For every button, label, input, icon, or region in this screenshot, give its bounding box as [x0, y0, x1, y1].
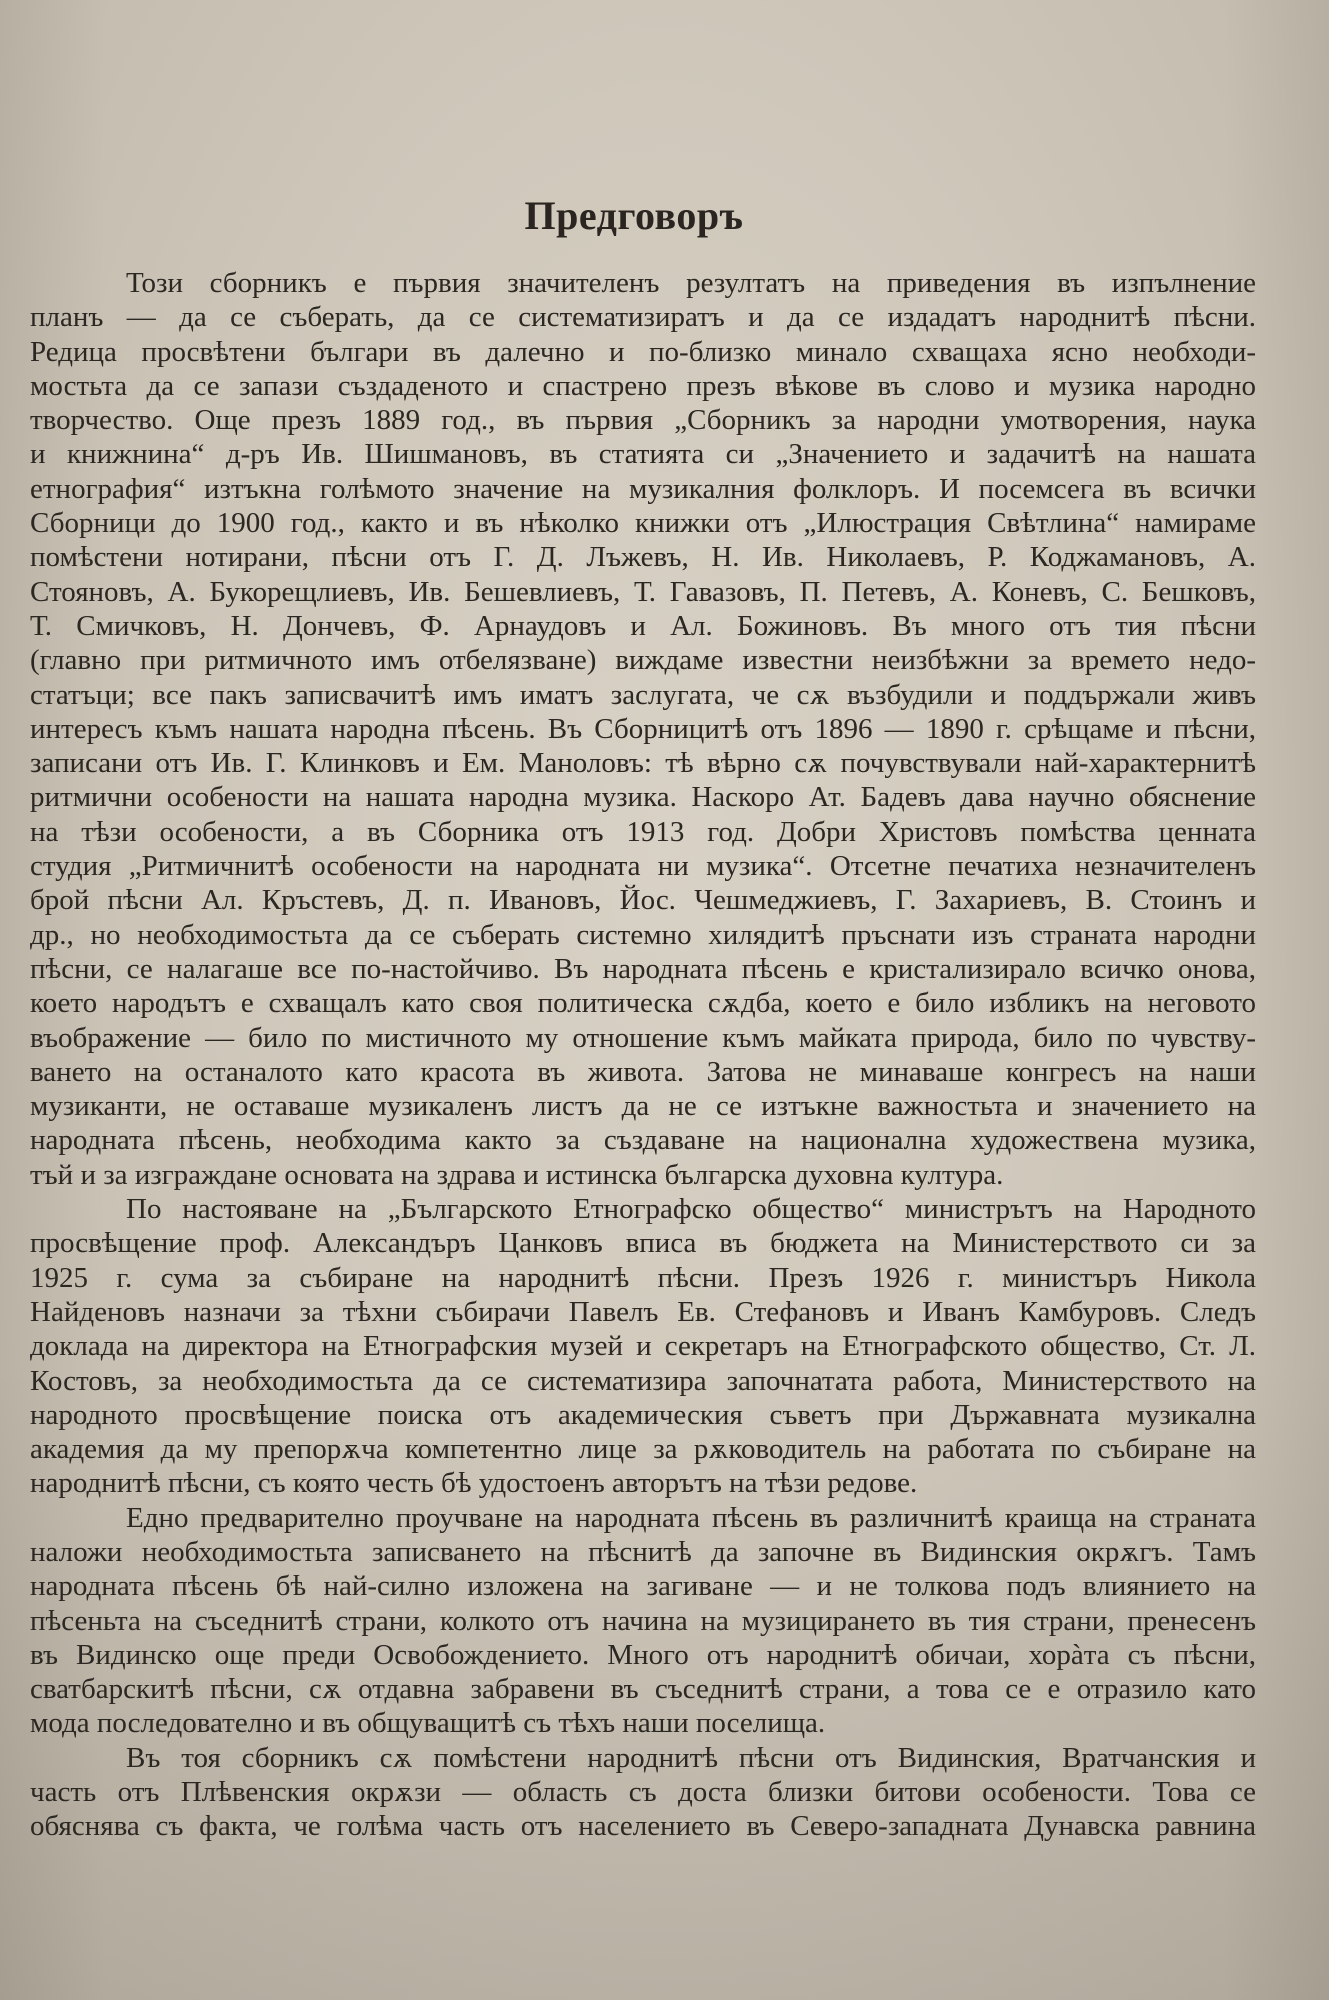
text-line: народната пѣсень бѣ най-силно изложена на загиване — и не толкова подъ влиянието на: [30, 1570, 1256, 1603]
text-line: мостьта да се запази създаденото и спастрено презъ вѣкове въ слово и музика народно: [30, 369, 1256, 402]
text-line: записани отъ Ив. Г. Клинковъ и Ем. Маноловъ: тѣ вѣрно сѫ почувствували най-характернитѣ: [30, 747, 1256, 780]
text-line: и книжнина“ д-ръ Ив. Шишмановъ, въ статията си „Значението и задачитѣ на нашата: [30, 438, 1256, 471]
text-line: народното просвѣщение поиска отъ академическия съветъ при Държавната музикална: [30, 1398, 1256, 1431]
text-line: брой пѣсни Ал. Кръстевъ, Д. п. Ивановъ, Йос. Чешмеджиевъ, Г. Захариевъ, В. Стоинъ и: [30, 884, 1256, 917]
text-line: ритмични особености на нашата народна музика. Наскоро Ат. Бадевъ дава научно обяснение: [30, 781, 1256, 814]
text-line: По настояване на „Българското Етнографско общество“ министрътъ на Народното: [126, 1193, 1256, 1226]
text-line: обяснява съ факта, че голѣма часть отъ населението въ Северо-западната Дунавска равнина: [30, 1810, 1256, 1843]
page-title: Предговоръ: [524, 193, 744, 238]
text-line: пѣсеньта на съседнитѣ страни, колкото отъ начина на музицирането въ тия страни, пренесенъ: [30, 1604, 1256, 1637]
text-line: народнитѣ пѣсни, съ която честь бѣ удостоенъ авторътъ на тѣзи редове.: [30, 1467, 918, 1500]
body-text: [30, 266, 1256, 1844]
text-line: ването на останалото като красота въ живота. Затова не минаваше конгресъ на наши: [30, 1055, 1256, 1088]
text-line: Редица просвѣтени българи въ далечно и по-близко минало схващаха ясно необходи-: [30, 335, 1256, 368]
text-line: студия „Ритмичнитѣ особености на народната ни музика“. Отсетне печатиха незначителенъ: [30, 850, 1256, 883]
text-line: помѣстени нотирани, пѣсни отъ Г. Д. Лъжевъ, Н. Ив. Николаевъ, Р. Коджамановъ, А.: [30, 541, 1256, 574]
text-line: народната пѣсень, необходима както за създаване на национална художествена музика,: [30, 1124, 1256, 1157]
text-line: доклада на директора на Етнографския музей и секретаръ на Етнографското общество, Ст. Л.: [30, 1330, 1256, 1363]
text-line: Стояновъ, А. Букорещлиевъ, Ив. Бешевлиевъ, Т. Гавазовъ, П. Петевъ, А. Коневъ, С. Бешковъ,: [30, 575, 1256, 608]
text-line: музиканти, не оставаше музикаленъ листъ да не се изтъкне важностьта и значението на: [30, 1090, 1256, 1123]
paragraph: [30, 266, 1256, 1192]
text-line: тъй и за изграждане основата на здрава и истинска българска духовна култура.: [30, 1158, 1004, 1191]
text-line: др., но необходимостьта да се съберать системно хилядитѣ пръснати изъ страната народни: [30, 918, 1256, 951]
text-line: което народътъ е схващалъ като своя политическа сѫдба, което е било избликъ на неговото: [30, 987, 1256, 1020]
text-line: академия да му препорѫча компетентно лице за рѫководитель на работата по събиране на: [30, 1433, 1256, 1466]
text-line: въображение — било по мистичното му отношение къмъ майката природа, било по чувству-: [30, 1021, 1256, 1054]
text-line: пѣсни, се налагаше все по-настойчиво. Въ народната пѣсень е кристализирало всичко онова,: [30, 952, 1256, 985]
text-line: Въ тоя сборникъ сѫ помѣстени народнитѣ пѣсни отъ Видинския, Вратчанския и: [126, 1741, 1256, 1774]
text-line: Сборници до 1900 год., както и въ нѣколко книжки отъ „Илюстрация Свѣтлина“ намираме: [30, 507, 1256, 540]
text-line: на тѣзи особености, а въ Сборника отъ 1913 год. Добри Христовъ помѣства ценната: [30, 815, 1256, 848]
text-line: 1925 г. сума за събиране на народнитѣ пѣсни. Презъ 1926 г. министъръ Никола: [30, 1261, 1256, 1294]
text-line: (главно при ритмичното имъ отбелязване) виждаме известни неизбѣжни за времето недо-: [30, 644, 1256, 677]
text-line: Т. Смичковъ, Н. Дончевъ, Ф. Арнаудовъ и Ал. Божиновъ. Въ много отъ тия пѣсни: [30, 609, 1256, 642]
text-line: планъ — да се съберать, да се систематизиратъ и да се издадатъ народнитѣ пѣсни.: [30, 301, 1256, 334]
text-line: етнография“ изтъкна голѣмото значение на музикалния фолклоръ. И посемсега въ всички: [30, 472, 1256, 505]
text-line: Този сборникъ е първия значителенъ резултатъ на приведения въ изпълнение: [126, 267, 1256, 299]
text-line: Найденовъ назначи за тѣхни събирачи Павелъ Ев. Стефановъ и Иванъ Камбуровъ. Следъ: [30, 1295, 1256, 1328]
text-line: интересъ къмъ нашата народна пѣсень. Въ Сборницитѣ отъ 1896 — 1890 г. срѣщаме и пѣсни,: [30, 712, 1256, 745]
text-line: Едно предварително проучване на народната пѣсень въ различнитѣ краища на страната: [126, 1501, 1256, 1534]
text-line: статъци; все пакъ записвачитѣ имъ иматъ заслугата, че сѫ възбудили и поддържали живъ: [30, 678, 1256, 711]
text-line: часть отъ Плѣвенския окрѫзи — область съ доста близки битови особености. Това се: [30, 1776, 1256, 1809]
text-line: наложи необходимостьта записването на пѣснитѣ да започне въ Видинския окрѫгъ. Тамъ: [30, 1535, 1256, 1568]
text-line: сватбарскитѣ пѣсни, сѫ отдавна забравени въ съседнитѣ страни, а това се е отразило като: [30, 1673, 1256, 1706]
text-line: мода последователно и въ общуващитѣ съ тѣхъ наши поселища.: [30, 1707, 826, 1740]
text-line: въ Видинско още преди Освобождението. Много отъ народнитѣ обичаи, хорàта съ пѣсни,: [30, 1638, 1256, 1671]
text-line: творчество. Още презъ 1889 год., въ първия „Сборникъ за народни умотворения, наука: [30, 404, 1256, 437]
text-line: просвѣщение проф. Александъръ Цанковъ вписа въ бюджета на Министерството си за: [30, 1227, 1256, 1260]
text-line: Костовъ, за необходимостьта да се систематизира започнатата работа, Министерството на: [30, 1364, 1256, 1397]
paragraph: [30, 1192, 1256, 1501]
paragraph: [30, 1741, 1256, 1844]
paragraph: [30, 1501, 1256, 1741]
